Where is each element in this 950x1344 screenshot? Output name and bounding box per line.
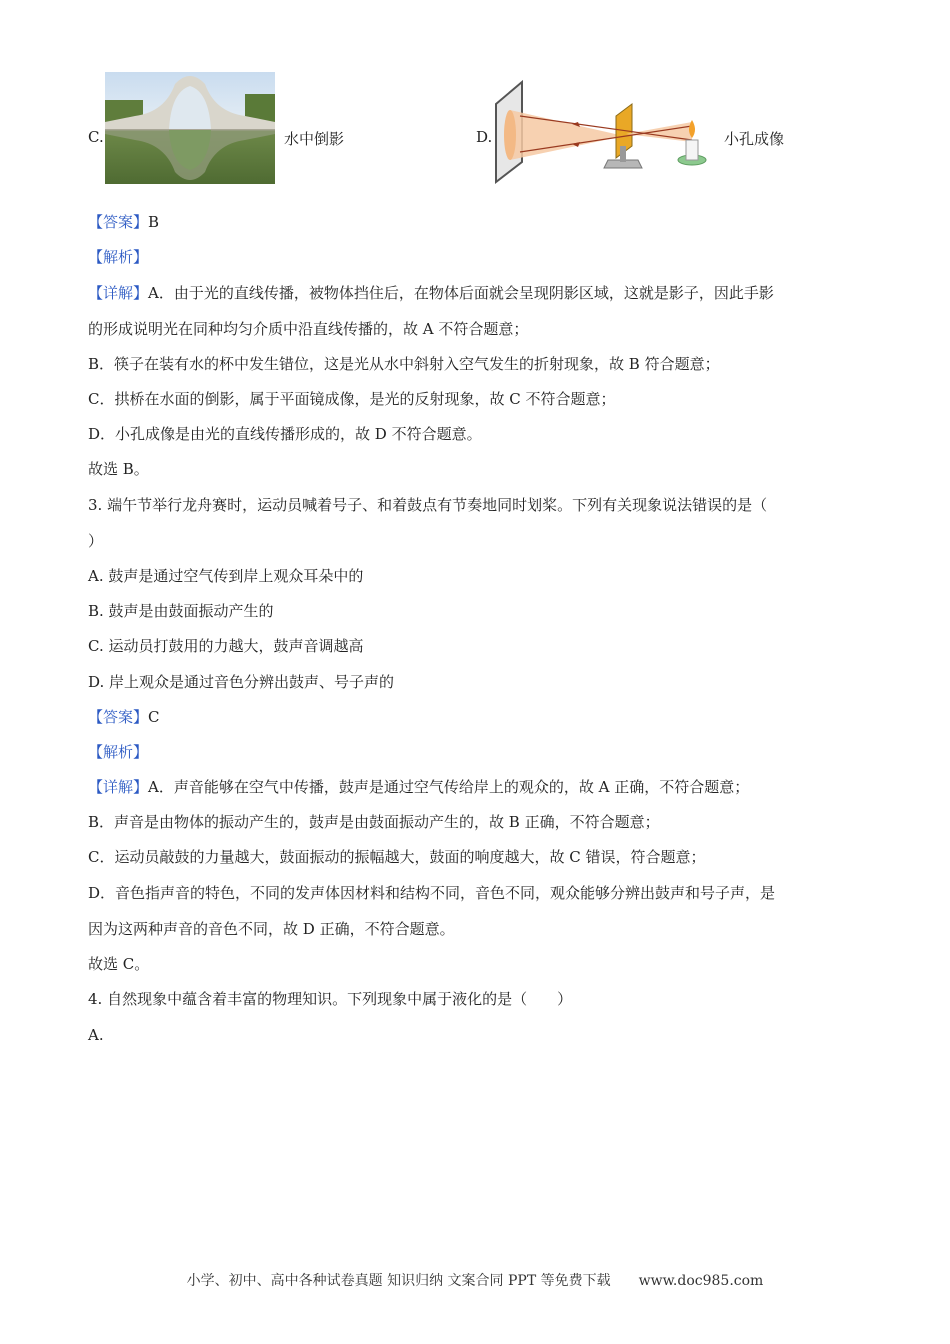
footer-text: 小学、初中、高中各种试卷真题 知识归纳 文案合同 PPT 等免费下载 [186, 1273, 611, 1289]
q2-detail-a-line2: 的形成说明光在同种均匀介质中沿直线传播的，故 A 不符合题意； [88, 320, 529, 338]
q3-option-b: B. 鼓声是由鼓面振动产生的 [88, 602, 274, 620]
q4-stem: 4. 自然现象中蕴含着丰富的物理知识。下列现象中属于液化的是（ ） [88, 990, 573, 1008]
q3-detail-a-line [88, 777, 749, 797]
pinhole-imaging-illustration [492, 76, 712, 184]
q2-detail-tag: 【详解】 [88, 284, 149, 302]
q3-answer-line [88, 707, 160, 727]
q3-detail-d-line2: 因为这两种声音的音色不同，故 D 正确，不符合题意。 [88, 920, 455, 938]
q3-detail-d-line1: D．音色指声音的特色，不同的发声体因材料和结构不同，音色不同，观众能够分辨出鼓声和号子声，是 [88, 884, 776, 902]
q3-option-a: A. 鼓声是通过空气传到岸上观众耳朵中的 [88, 567, 364, 585]
q3-stem-line2: ） [88, 532, 104, 550]
bridge-reflection-illustration [105, 72, 275, 184]
q2-conclusion: 故选 B。 [88, 460, 149, 478]
q2-answer-line [88, 212, 159, 232]
pinhole-imaging-image [492, 76, 712, 184]
q2-answer-tag: 【答案】 [88, 213, 149, 231]
footer-url[interactable]: www.doc985.com [638, 1273, 764, 1289]
option-c-caption: 水中倒影 [284, 130, 345, 148]
q2-answer-value: B [148, 213, 160, 231]
q3-answer-value: C [148, 708, 160, 726]
q2-detail-d: D．小孔成像是由光的直线传播形成的，故 D 不符合题意。 [88, 425, 482, 443]
q3-detail-b: B．声音是由物体的振动产生的，鼓声是由鼓面振动产生的，故 B 正确，不符合题意； [88, 813, 660, 831]
q3-analysis-tag: 【解析】 [88, 743, 149, 761]
q2-detail-a-line1 [88, 283, 774, 303]
page-footer [0, 1270, 950, 1290]
q3-detail-tag: 【详解】 [88, 778, 149, 796]
bridge-reflection-image [105, 72, 275, 184]
q3-option-d: D. 岸上观众是通过音色分辨出鼓声、号子声的 [88, 673, 395, 691]
q3-conclusion: 故选 C。 [88, 955, 150, 973]
option-c-letter: C. [88, 128, 104, 146]
option-d-letter: D. [476, 128, 493, 146]
q2-detail-a-text1: A．由于光的直线传播，被物体挡住后，在物体后面就会呈现阴影区域，这就是影子，因此手影 [148, 284, 774, 302]
option-d-caption: 小孔成像 [724, 130, 785, 148]
q2-detail-c: C．拱桥在水面的倒影，属于平面镜成像，是光的反射现象，故 C 不符合题意； [88, 390, 616, 408]
q3-stem-line1: 3. 端午节举行龙舟赛时，运动员喊着号子、和着鼓点有节奏地同时划桨。下列有关现象说法错误的是（ [88, 496, 768, 514]
q3-detail-c: C．运动员敲鼓的力量越大，鼓面振动的振幅越大，鼓面的响度越大，故 C 错误，符合题意； [88, 848, 706, 866]
q2-detail-b: B．筷子在装有水的杯中发生错位，这是光从水中斜射入空气发生的折射现象，故 B 符合题意； [88, 355, 720, 373]
q3-detail-a-text: A．声音能够在空气中传播，鼓声是通过空气传给岸上的观众的，故 A 正确，不符合题意； [148, 778, 750, 796]
q2-analysis-tag: 【解析】 [88, 248, 149, 266]
q4-option-a: A. [88, 1026, 104, 1044]
q3-option-c: C. 运动员打鼓用的力越大，鼓声音调越高 [88, 637, 364, 655]
q3-answer-tag: 【答案】 [88, 708, 149, 726]
